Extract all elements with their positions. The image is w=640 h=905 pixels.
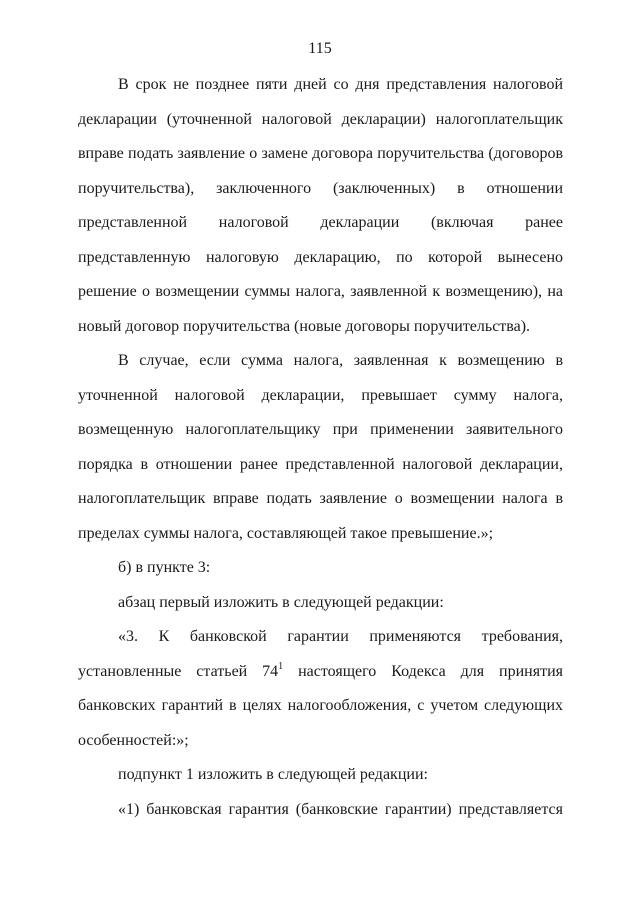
- paragraph-bond-replacement: В срок не позднее пяти дней со дня представления налоговой декларации (уточненной налоговой декларации) налогоплательщик вправе подать заявление о замене договора поручительства (договоров поручительства), заключенного (заключенных) в отношении представленной налоговой декларации (включая ранее представленную налоговую декларацию, по которой вынесено решение о возмещении суммы налога, заявленной к возмещению), на новый договор поручительства (новые договоры поручительства).: [78, 76, 563, 335]
- paragraph-item-b: б) в пункте 3:: [118, 559, 211, 576]
- paragraph-guarantee-submission: «1) банковская гарантия (банковские гарантии) представляется: [118, 800, 563, 818]
- bank-guarantee-text-start: «3. К банковской гарантии применяются требования, установленные статьей 74: [78, 628, 563, 680]
- bank-guarantee-text-end: настоящего Кодекса для принятия банковских гарантий в целях налогообложения, с учетом следующих особенностей:»;: [78, 662, 563, 749]
- document-body: [78, 68, 563, 827]
- paragraph-first-abstract: абзац первый изложить в следующей редакции:: [118, 593, 444, 611]
- paragraph-bank-guarantee: [78, 620, 563, 758]
- article-superscript: 1: [278, 660, 284, 672]
- paragraph-subitem-1: подпункт 1 изложить в следующей редакции:: [118, 766, 428, 783]
- paragraph-excess-refund: В случае, если сумма налога, заявленная к возмещению в уточненной налоговой декларации, превышает сумму налога, возмещенную налогоплательщику при применении заявительного порядка в отношении ранее представленной налоговой декларации, налогоплательщик вправе подать заявление о возмещении налога в пределах суммы налога, составляющей такое превышение.»;: [78, 352, 563, 542]
- page-number: 115: [308, 40, 332, 57]
